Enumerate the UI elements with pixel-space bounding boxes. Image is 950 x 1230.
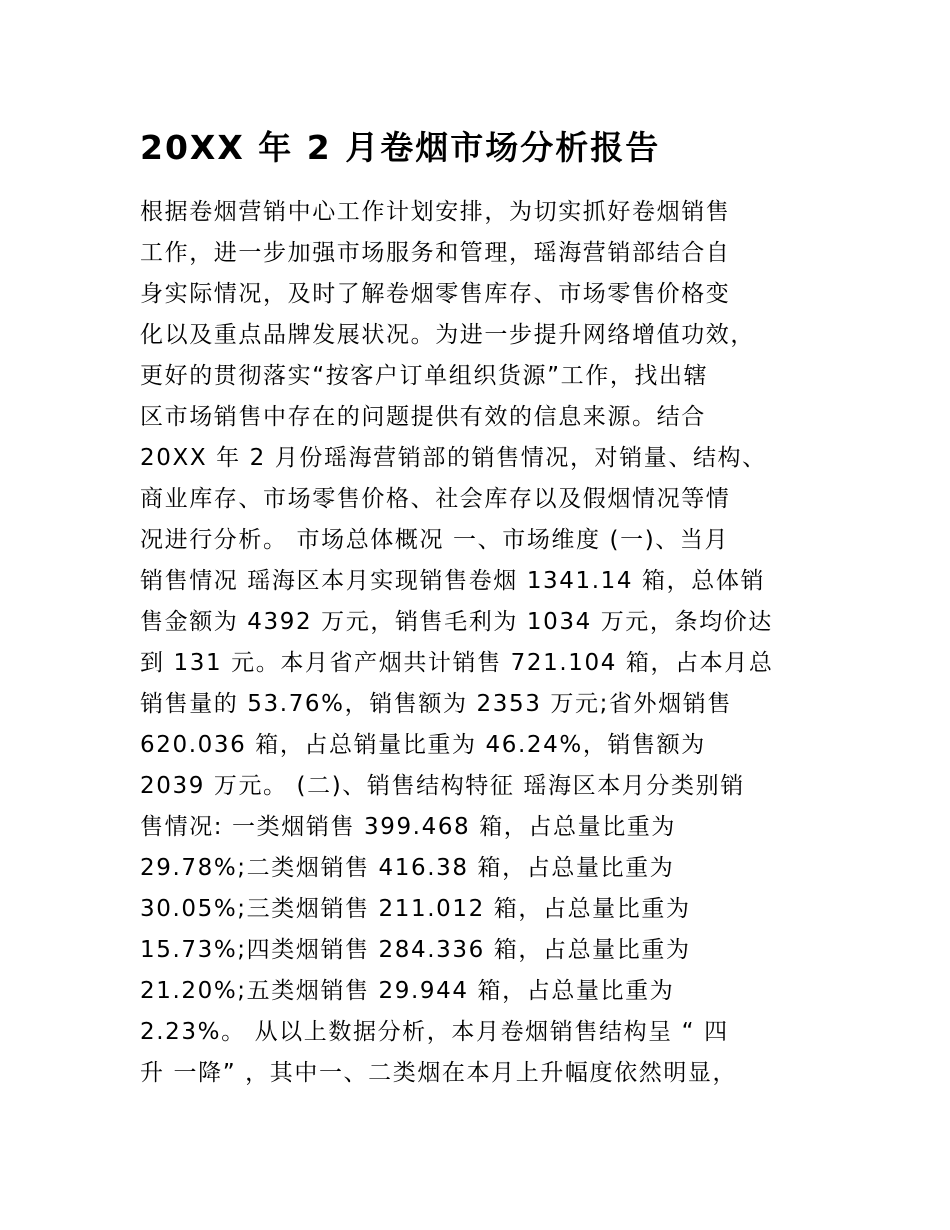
body-line: 身实际情况，及时了解卷烟零售库存、市场零售价格变 xyxy=(140,281,731,307)
body-line: 售金额为 4392 万元，销售毛利为 1034 万元，条均价达 xyxy=(140,609,773,635)
body-line: 商业库存、市场零售价格、社会库存以及假烟情况等情 xyxy=(140,486,731,512)
body-line: 2039 万元。 (二)、销售结构特征 瑶海区本月分类别销 xyxy=(140,773,745,799)
body-line: 区市场销售中存在的问题提供有效的信息来源。结合 xyxy=(140,404,706,430)
body-line: 到 131 元。本月省产烟共计销售 721.104 箱，占本月总 xyxy=(140,650,774,676)
body-line: 销售情况 瑶海区本月实现销售卷烟 1341.14 箱，总体销 xyxy=(140,568,766,594)
body-line: 工作，进一步加强市场服务和管理，瑶海营销部结合自 xyxy=(140,240,731,266)
body-line: 化以及重点品牌发展状况。为进一步提升网络增值功效， xyxy=(140,322,755,348)
body-line: 15.73%;四类烟销售 284.336 箱，占总量比重为 xyxy=(140,937,691,963)
body-line: 29.78%;二类烟销售 416.38 箱，占总量比重为 xyxy=(140,855,675,881)
body-line: 620.036 箱，占总销量比重为 46.24%，销售额为 xyxy=(140,732,706,758)
body-line: 售情况: 一类烟销售 399.468 箱，占总量比重为 xyxy=(140,814,676,840)
body-line: 21.20%;五类烟销售 29.944 箱，占总量比重为 xyxy=(140,978,675,1004)
document-title: 20XX 年 2 月卷烟市场分析报告 xyxy=(140,128,661,167)
body-line: 况进行分析。 市场总体概况 一、市场维度 (一)、当月 xyxy=(140,527,730,553)
body-line: 升 一降” ，其中一、二类烟在本月上升幅度依然明显， xyxy=(140,1060,738,1086)
body-line: 20XX 年 2 月份瑶海营销部的销售情况，对销量、结构、 xyxy=(140,445,767,471)
body-line: 根据卷烟营销中心工作计划安排，为切实抓好卷烟销售 xyxy=(140,199,731,225)
body-line: 2.23%。 从以上数据分析，本月卷烟销售结构呈 “ 四 xyxy=(140,1019,729,1045)
body-line: 更好的贯彻落实“按客户订单组织货源”工作，找出辖 xyxy=(140,363,709,389)
body-line: 30.05%;三类烟销售 211.012 箱，占总量比重为 xyxy=(140,896,691,922)
document-body xyxy=(140,192,830,1094)
body-line: 销售量的 53.76%，销售额为 2353 万元;省外烟销售 xyxy=(140,691,732,717)
